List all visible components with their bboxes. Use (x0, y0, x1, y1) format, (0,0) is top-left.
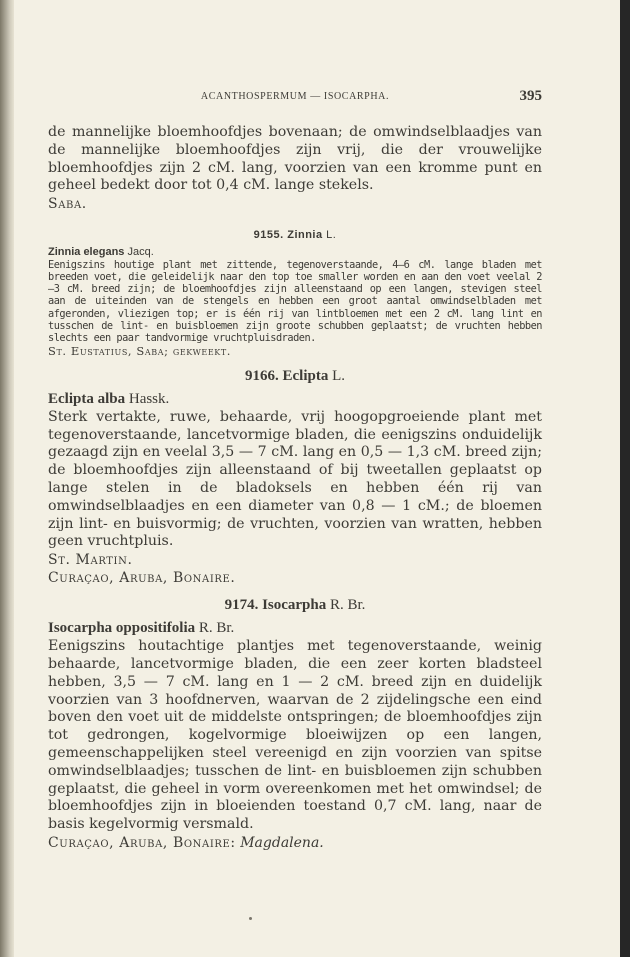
running-head: ACANTHOSPERMUM — ISOCARPHA. (200, 91, 390, 102)
page-body (48, 124, 542, 852)
genus-heading-zinnia (48, 229, 542, 241)
genus-heading-eclipta (48, 368, 542, 385)
genus-name: Eclipta (282, 367, 329, 384)
intro-paragraph: de mannelijke bloemhoofdjes bovenaan; de omwindselblaadjes van de mannelijke bloemhoofdjes zijn vrij, die der vrouwelijke bloemhoofdjes zijn 2 cM. lang, voorzien van een kromme punt en geheel bedekt door tot 0,4 cM. lange stekels. (48, 124, 542, 194)
isocarpha-section (48, 597, 542, 852)
species-heading-eclipta-alba (48, 389, 542, 409)
genus-authority: L. (332, 367, 345, 384)
page-header (48, 88, 542, 109)
species-description: Sterk vertakte, ruwe, behaarde, vrij hoogopgroeiende plant met tegenoverstaande, lancetvormige bladen, die eenigszins onduidelijk gezaagd zijn en veelal 3,5 — 7 cM. lang en 0,5 — 1,3 cM. breed zijn; de bloemhoofdjes zijn alleenstaand of bij tweetallen geplaatst op lange stelen in de bladoksels en hebben één rij van omwindselblaadjes en een diameter van 0,8 — 1 cM.; de bloemen zijn lint- en buisvormig; de vruchten, voorzien van wratten, hebben geen vruchtpluis. (48, 408, 542, 550)
species-name: Isocarpha oppositifolia (48, 620, 196, 637)
intro-section (48, 124, 542, 213)
species-description: Eenigszins houtige plant met zittende, tegenoverstaande, 4—6 cM. lange bladen met breeden voet, die geleidelijk naar den top toe smaller worden en aan den voet veelal 2—3 cM. breed zijn; de bloemhoofdjes zijn alleenstaand op een langen, stevigen steel aan de uiteinden van de stengels en hebben een groot aantal omwindselbladen met afgeronden, vliezigen top; er is één rij van lintbloemen met een 2 cM. lang lint en tusschen de lint- en buisbloemen zijn groote schubben geplaatst; de vruchten hebben slechts een paar tandvormige vruchtpluisdraden. (48, 259, 542, 344)
species-authority: Jacq. (127, 246, 154, 259)
page-number: 395 (519, 88, 542, 104)
zinnia-section (48, 229, 542, 358)
intro-locality: Saba. (48, 196, 87, 213)
genus-heading-isocarpha (48, 597, 542, 614)
genus-number: 9155. (253, 229, 284, 242)
page (14, 0, 620, 957)
species-name: Zinnia elegans (48, 246, 125, 259)
species-locality: St. Eustatius, Saba; gekweekt. (48, 343, 232, 358)
scan-edge (620, 0, 630, 957)
species-authority: Hassk. (128, 390, 170, 407)
species-locality-1: St. Martin. (48, 552, 133, 569)
species-description: Eenigszins houtachtige plantjes met tegenoverstaande, weinig behaarde, lancetvormige bladen, die een zeer korten bladsteel hebben, 3,5 — 7 cM. lang en 1 — 2 cM. breed zijn en duidelijk voorzien van 3 hoofdnerven, waarvan de 2 zijdelingsche een eind boven den voet uit de middelste ontspringen; de bloemhoofdjes zijn tot gedrongen, kogelvormige bloeiwijzen op een langen, gemeenschappelijken steel vereenigd en zijn voorzien van spitse omwindselblaadjes; tusschen de lint- en buisbloemen zijn schubben geplaatst, die geheel in vorm overeenkomen met het omwindsel; de bloemhoofdjes zijn in bloeienden toestand 0,7 cM. lang, naar de basis kegelvormig versmald. (48, 638, 542, 833)
page-speck (249, 917, 252, 920)
book-binding-shadow (0, 0, 14, 957)
species-locality (48, 834, 542, 852)
species-name: Eclipta alba (48, 390, 126, 407)
genus-number: 9166. (244, 367, 279, 384)
species-locality-2: Curaçao, Aruba, Bonaire. (48, 570, 236, 587)
locality-extra: Magdalena. (240, 834, 324, 851)
species-authority: R. Br. (198, 620, 235, 637)
locality-islands: Curaçao, Aruba, Bonaire: (48, 834, 236, 851)
genus-name: Zinnia (287, 229, 323, 242)
eclipta-section (48, 368, 542, 587)
genus-authority: R. Br. (330, 597, 366, 614)
species-heading-isocarpha-oppositifolia (48, 618, 542, 638)
genus-authority: L. (326, 229, 337, 242)
genus-name: Isocarpha (262, 597, 327, 614)
genus-number: 9174. (224, 597, 259, 614)
species-heading-zinnia-elegans (48, 245, 542, 259)
